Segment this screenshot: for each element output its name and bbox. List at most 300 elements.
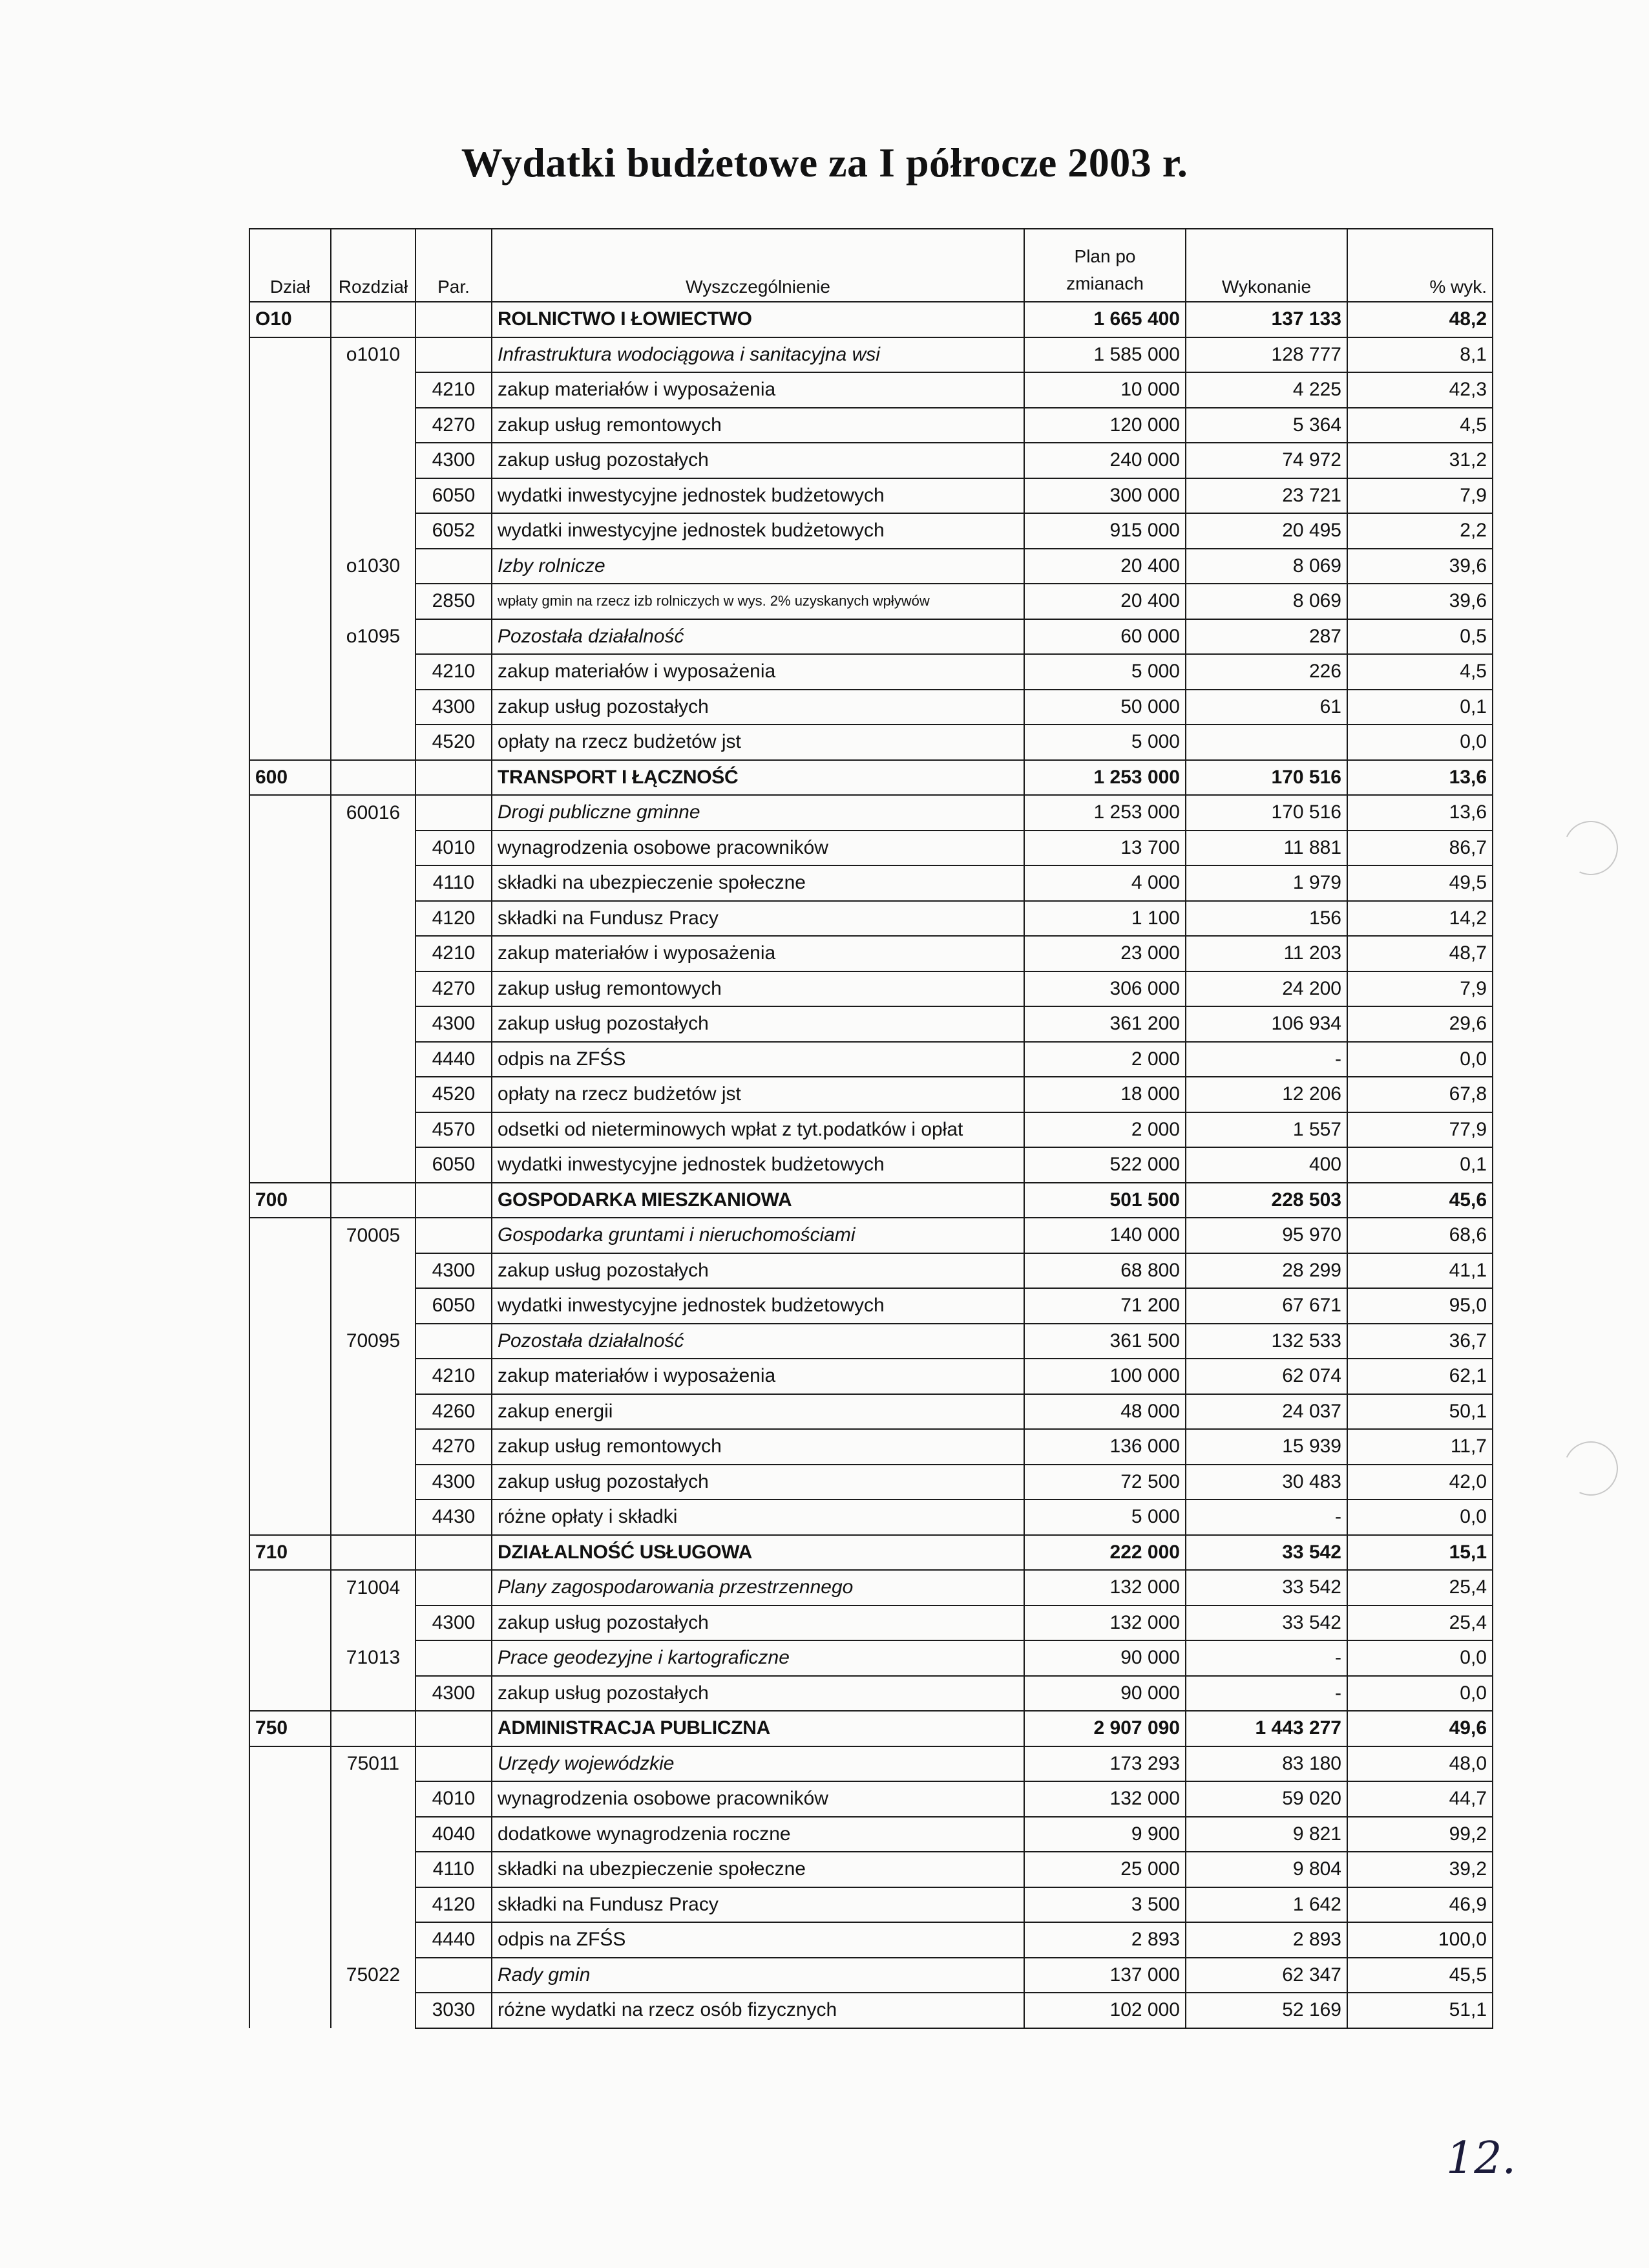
cell-plan: 306 000 bbox=[1024, 971, 1186, 1007]
cell-wykonanie: - bbox=[1186, 1500, 1347, 1535]
cell-description: Gospodarka gruntami i nieruchomościami bbox=[492, 1218, 1024, 1253]
cell-par bbox=[415, 549, 492, 584]
cell-dzial bbox=[249, 1394, 331, 1430]
table-row bbox=[249, 1359, 1493, 1394]
cell-plan: 68 800 bbox=[1024, 1253, 1186, 1289]
cell-par: 4010 bbox=[415, 831, 492, 866]
cell-plan: 120 000 bbox=[1024, 408, 1186, 443]
cell-percent: 0,0 bbox=[1347, 1676, 1493, 1712]
cell-description: wydatki inwestycyjne jednostek budżetowych bbox=[492, 478, 1024, 514]
cell-plan: 1 665 400 bbox=[1024, 302, 1186, 337]
cell-wykonanie: 24 200 bbox=[1186, 971, 1347, 1007]
cell-description: wynagrodzenia osobowe pracowników bbox=[492, 831, 1024, 866]
cell-wykonanie: - bbox=[1186, 1640, 1347, 1676]
cell-par bbox=[415, 619, 492, 655]
cell-par bbox=[415, 1746, 492, 1782]
table-row bbox=[249, 690, 1493, 725]
cell-dzial bbox=[249, 549, 331, 584]
cell-description: różne opłaty i składki bbox=[492, 1500, 1024, 1535]
cell-rozdzial: 75022 bbox=[331, 1958, 415, 1993]
cell-wykonanie: 59 020 bbox=[1186, 1781, 1347, 1817]
cell-par bbox=[415, 1183, 492, 1218]
cell-description: Izby rolnicze bbox=[492, 549, 1024, 584]
cell-percent: 39,6 bbox=[1347, 549, 1493, 584]
header-plan-line2: zmianach bbox=[1066, 273, 1144, 293]
cell-wykonanie: - bbox=[1186, 1042, 1347, 1077]
page-title: Wydatki budżetowe za I półrocze 2003 r. bbox=[461, 140, 1188, 185]
cell-wykonanie: 2 893 bbox=[1186, 1922, 1347, 1958]
cell-dzial bbox=[249, 971, 331, 1007]
cell-wykonanie: 33 542 bbox=[1186, 1606, 1347, 1641]
cell-wykonanie: 8 069 bbox=[1186, 549, 1347, 584]
cell-dzial bbox=[249, 1324, 331, 1359]
cell-plan: 90 000 bbox=[1024, 1676, 1186, 1712]
cell-dzial bbox=[249, 1887, 331, 1923]
cell-rozdzial: 75011 bbox=[331, 1746, 415, 1782]
cell-par bbox=[415, 795, 492, 831]
cell-plan: 72 500 bbox=[1024, 1465, 1186, 1500]
cell-wykonanie: 74 972 bbox=[1186, 443, 1347, 478]
cell-description: zakup usług remontowych bbox=[492, 1429, 1024, 1465]
cell-par: 4210 bbox=[415, 936, 492, 971]
table-row bbox=[249, 513, 1493, 549]
table-row bbox=[249, 1465, 1493, 1500]
cell-rozdzial bbox=[331, 1535, 415, 1571]
cell-par bbox=[415, 1535, 492, 1571]
cell-rozdzial: 71013 bbox=[331, 1640, 415, 1676]
cell-wykonanie: 106 934 bbox=[1186, 1006, 1347, 1042]
cell-rozdzial: o1010 bbox=[331, 337, 415, 373]
cell-rozdzial bbox=[331, 1006, 415, 1042]
cell-wykonanie: 1 979 bbox=[1186, 865, 1347, 901]
table-row bbox=[249, 1993, 1493, 2028]
cell-description: zakup usług pozostałych bbox=[492, 443, 1024, 478]
cell-rozdzial bbox=[331, 654, 415, 690]
cell-description: Rady gmin bbox=[492, 1958, 1024, 1993]
table-row bbox=[249, 936, 1493, 971]
cell-rozdzial bbox=[331, 1887, 415, 1923]
cell-wykonanie: 28 299 bbox=[1186, 1253, 1347, 1289]
cell-plan: 5 000 bbox=[1024, 654, 1186, 690]
cell-par: 6050 bbox=[415, 1147, 492, 1183]
cell-description: zakup usług pozostałych bbox=[492, 1253, 1024, 1289]
cell-wykonanie: 4 225 bbox=[1186, 372, 1347, 408]
cell-dzial: 750 bbox=[249, 1711, 331, 1746]
cell-par: 4120 bbox=[415, 901, 492, 937]
cell-plan: 137 000 bbox=[1024, 1958, 1186, 1993]
table-row bbox=[249, 1781, 1493, 1817]
header-plan bbox=[1024, 229, 1186, 302]
cell-plan: 25 000 bbox=[1024, 1852, 1186, 1887]
cell-plan: 18 000 bbox=[1024, 1077, 1186, 1112]
cell-percent: 48,7 bbox=[1347, 936, 1493, 971]
cell-dzial bbox=[249, 1077, 331, 1112]
cell-rozdzial bbox=[331, 1253, 415, 1289]
table-header-row bbox=[249, 229, 1493, 302]
cell-par: 3030 bbox=[415, 1993, 492, 2028]
cell-wykonanie: 52 169 bbox=[1186, 1993, 1347, 2028]
cell-par: 6052 bbox=[415, 513, 492, 549]
cell-percent: 45,5 bbox=[1347, 1958, 1493, 1993]
cell-description: zakup usług pozostałych bbox=[492, 1606, 1024, 1641]
cell-description: różne wydatki na rzecz osób fizycznych bbox=[492, 1993, 1024, 2028]
cell-dzial bbox=[249, 1958, 331, 1993]
cell-percent: 31,2 bbox=[1347, 443, 1493, 478]
table-row bbox=[249, 1922, 1493, 1958]
cell-par: 4300 bbox=[415, 1253, 492, 1289]
cell-percent: 0,0 bbox=[1347, 1640, 1493, 1676]
cell-percent: 25,4 bbox=[1347, 1606, 1493, 1641]
table-row bbox=[249, 1500, 1493, 1535]
cell-rozdzial bbox=[331, 1394, 415, 1430]
cell-wykonanie: 62 347 bbox=[1186, 1958, 1347, 1993]
table-row bbox=[249, 1324, 1493, 1359]
table-row bbox=[249, 1676, 1493, 1712]
cell-dzial bbox=[249, 443, 331, 478]
cell-percent: 95,0 bbox=[1347, 1288, 1493, 1324]
cell-wykonanie: 12 206 bbox=[1186, 1077, 1347, 1112]
cell-par: 2850 bbox=[415, 584, 492, 619]
cell-percent: 39,6 bbox=[1347, 584, 1493, 619]
table-row bbox=[249, 1112, 1493, 1148]
table-row bbox=[249, 1042, 1493, 1077]
cell-description: opłaty na rzecz budżetów jst bbox=[492, 725, 1024, 760]
cell-percent: 77,9 bbox=[1347, 1112, 1493, 1148]
cell-rozdzial bbox=[331, 936, 415, 971]
cell-dzial bbox=[249, 1746, 331, 1782]
table-row bbox=[249, 1606, 1493, 1641]
cell-description: składki na ubezpieczenie społeczne bbox=[492, 865, 1024, 901]
cell-plan: 1 253 000 bbox=[1024, 760, 1186, 796]
cell-percent: 15,1 bbox=[1347, 1535, 1493, 1571]
cell-dzial bbox=[249, 1852, 331, 1887]
cell-percent: 50,1 bbox=[1347, 1394, 1493, 1430]
cell-description: zakup usług remontowych bbox=[492, 408, 1024, 443]
cell-plan: 20 400 bbox=[1024, 549, 1186, 584]
cell-wykonanie: 95 970 bbox=[1186, 1218, 1347, 1253]
cell-dzial bbox=[249, 1218, 331, 1253]
cell-par bbox=[415, 1640, 492, 1676]
table-row bbox=[249, 1394, 1493, 1430]
cell-description: Drogi publiczne gminne bbox=[492, 795, 1024, 831]
cell-plan: 136 000 bbox=[1024, 1429, 1186, 1465]
table-row bbox=[249, 1958, 1493, 1993]
cell-percent: 0,0 bbox=[1347, 1500, 1493, 1535]
punch-hole-mark bbox=[1556, 1434, 1626, 1503]
cell-rozdzial bbox=[331, 865, 415, 901]
cell-wykonanie: 62 074 bbox=[1186, 1359, 1347, 1394]
table-row bbox=[249, 408, 1493, 443]
cell-dzial bbox=[249, 1817, 331, 1852]
cell-par: 4300 bbox=[415, 443, 492, 478]
cell-rozdzial bbox=[331, 1852, 415, 1887]
cell-rozdzial bbox=[331, 1781, 415, 1817]
cell-percent: 25,4 bbox=[1347, 1570, 1493, 1606]
table-row bbox=[249, 372, 1493, 408]
table-row bbox=[249, 1570, 1493, 1606]
table-row bbox=[249, 1183, 1493, 1218]
cell-dzial bbox=[249, 337, 331, 373]
cell-percent: 13,6 bbox=[1347, 795, 1493, 831]
cell-par: 4300 bbox=[415, 1676, 492, 1712]
cell-percent: 7,9 bbox=[1347, 971, 1493, 1007]
cell-wykonanie: 61 bbox=[1186, 690, 1347, 725]
cell-plan: 132 000 bbox=[1024, 1781, 1186, 1817]
cell-rozdzial bbox=[331, 584, 415, 619]
cell-par: 4270 bbox=[415, 1429, 492, 1465]
cell-wykonanie: 170 516 bbox=[1186, 760, 1347, 796]
cell-dzial bbox=[249, 1006, 331, 1042]
cell-dzial bbox=[249, 408, 331, 443]
cell-wykonanie: 1 557 bbox=[1186, 1112, 1347, 1148]
cell-rozdzial bbox=[331, 690, 415, 725]
cell-plan: 222 000 bbox=[1024, 1535, 1186, 1571]
cell-wykonanie: 1 443 277 bbox=[1186, 1711, 1347, 1746]
cell-rozdzial bbox=[331, 1711, 415, 1746]
cell-description: składki na Fundusz Pracy bbox=[492, 1887, 1024, 1923]
cell-dzial bbox=[249, 1359, 331, 1394]
table-body bbox=[249, 302, 1493, 2028]
cell-percent: 36,7 bbox=[1347, 1324, 1493, 1359]
cell-description: ADMINISTRACJA PUBLICZNA bbox=[492, 1711, 1024, 1746]
cell-par: 4110 bbox=[415, 865, 492, 901]
table-row bbox=[249, 1535, 1493, 1571]
cell-dzial bbox=[249, 1042, 331, 1077]
cell-dzial bbox=[249, 1993, 331, 2028]
table-row bbox=[249, 1253, 1493, 1289]
cell-wykonanie: 170 516 bbox=[1186, 795, 1347, 831]
cell-description: Plany zagospodarowania przestrzennego bbox=[492, 1570, 1024, 1606]
cell-percent: 99,2 bbox=[1347, 1817, 1493, 1852]
cell-description: zakup materiałów i wyposażenia bbox=[492, 1359, 1024, 1394]
cell-rozdzial bbox=[331, 513, 415, 549]
cell-plan: 1 253 000 bbox=[1024, 795, 1186, 831]
cell-par: 4010 bbox=[415, 1781, 492, 1817]
cell-rozdzial bbox=[331, 1606, 415, 1641]
cell-plan: 2 893 bbox=[1024, 1922, 1186, 1958]
cell-plan: 4 000 bbox=[1024, 865, 1186, 901]
cell-par: 4210 bbox=[415, 372, 492, 408]
cell-description: ROLNICTWO I ŁOWIECTWO bbox=[492, 302, 1024, 337]
cell-dzial: 600 bbox=[249, 760, 331, 796]
cell-par: 4210 bbox=[415, 654, 492, 690]
cell-par bbox=[415, 1711, 492, 1746]
cell-dzial bbox=[249, 1465, 331, 1500]
cell-plan: 2 907 090 bbox=[1024, 1711, 1186, 1746]
cell-percent: 4,5 bbox=[1347, 408, 1493, 443]
cell-par: 4260 bbox=[415, 1394, 492, 1430]
cell-rozdzial: 70095 bbox=[331, 1324, 415, 1359]
header-par: Par. bbox=[415, 229, 492, 302]
cell-plan: 2 000 bbox=[1024, 1042, 1186, 1077]
cell-percent: 0,1 bbox=[1347, 1147, 1493, 1183]
table-row bbox=[249, 725, 1493, 760]
cell-dzial bbox=[249, 1112, 331, 1148]
cell-par: 4300 bbox=[415, 1465, 492, 1500]
cell-par: 4440 bbox=[415, 1922, 492, 1958]
table-row bbox=[249, 1640, 1493, 1676]
header-dzial: Dział bbox=[249, 229, 331, 302]
cell-wykonanie: 226 bbox=[1186, 654, 1347, 690]
table-row bbox=[249, 302, 1493, 337]
cell-percent: 42,3 bbox=[1347, 372, 1493, 408]
cell-wykonanie: 5 364 bbox=[1186, 408, 1347, 443]
cell-dzial bbox=[249, 1288, 331, 1324]
cell-description: wynagrodzenia osobowe pracowników bbox=[492, 1781, 1024, 1817]
punch-hole-mark bbox=[1556, 813, 1626, 883]
cell-dzial bbox=[249, 654, 331, 690]
cell-par: 6050 bbox=[415, 1288, 492, 1324]
cell-wykonanie: 33 542 bbox=[1186, 1570, 1347, 1606]
cell-dzial bbox=[249, 513, 331, 549]
cell-dzial bbox=[249, 1500, 331, 1535]
table-row bbox=[249, 1288, 1493, 1324]
cell-wykonanie: 83 180 bbox=[1186, 1746, 1347, 1782]
cell-wykonanie: 132 533 bbox=[1186, 1324, 1347, 1359]
cell-dzial bbox=[249, 372, 331, 408]
cell-rozdzial bbox=[331, 1288, 415, 1324]
cell-percent: 45,6 bbox=[1347, 1183, 1493, 1218]
table-row bbox=[249, 1711, 1493, 1746]
cell-wykonanie: - bbox=[1186, 1676, 1347, 1712]
cell-plan: 100 000 bbox=[1024, 1359, 1186, 1394]
table-row bbox=[249, 865, 1493, 901]
cell-rozdzial bbox=[331, 1147, 415, 1183]
cell-dzial bbox=[249, 1570, 331, 1606]
cell-plan: 10 000 bbox=[1024, 372, 1186, 408]
cell-description: GOSPODARKA MIESZKANIOWA bbox=[492, 1183, 1024, 1218]
cell-dzial bbox=[249, 1253, 331, 1289]
cell-par bbox=[415, 1324, 492, 1359]
cell-par: 4300 bbox=[415, 1606, 492, 1641]
cell-rozdzial bbox=[331, 1429, 415, 1465]
cell-par: 4300 bbox=[415, 1006, 492, 1042]
cell-percent: 68,6 bbox=[1347, 1218, 1493, 1253]
cell-wykonanie: 11 881 bbox=[1186, 831, 1347, 866]
cell-dzial bbox=[249, 1922, 331, 1958]
cell-percent: 42,0 bbox=[1347, 1465, 1493, 1500]
table-row bbox=[249, 1887, 1493, 1923]
cell-dzial bbox=[249, 1147, 331, 1183]
cell-rozdzial bbox=[331, 1112, 415, 1148]
table-row bbox=[249, 901, 1493, 937]
cell-par: 4300 bbox=[415, 690, 492, 725]
cell-par: 4110 bbox=[415, 1852, 492, 1887]
cell-percent: 49,6 bbox=[1347, 1711, 1493, 1746]
cell-description: składki na ubezpieczenie społeczne bbox=[492, 1852, 1024, 1887]
cell-description: Pozostała działalność bbox=[492, 1324, 1024, 1359]
cell-percent: 7,9 bbox=[1347, 478, 1493, 514]
cell-plan: 522 000 bbox=[1024, 1147, 1186, 1183]
cell-wykonanie: 24 037 bbox=[1186, 1394, 1347, 1430]
cell-percent: 4,5 bbox=[1347, 654, 1493, 690]
cell-wykonanie: 30 483 bbox=[1186, 1465, 1347, 1500]
cell-plan: 1 100 bbox=[1024, 901, 1186, 937]
cell-dzial bbox=[249, 584, 331, 619]
cell-rozdzial bbox=[331, 372, 415, 408]
header-rozdzial: Rozdział bbox=[331, 229, 415, 302]
cell-dzial bbox=[249, 831, 331, 866]
table-row bbox=[249, 1077, 1493, 1112]
cell-rozdzial bbox=[331, 1993, 415, 2028]
cell-wykonanie: 11 203 bbox=[1186, 936, 1347, 971]
cell-par bbox=[415, 1958, 492, 1993]
cell-percent: 51,1 bbox=[1347, 1993, 1493, 2028]
cell-rozdzial: 71004 bbox=[331, 1570, 415, 1606]
cell-percent: 67,8 bbox=[1347, 1077, 1493, 1112]
cell-percent: 0,1 bbox=[1347, 690, 1493, 725]
cell-rozdzial bbox=[331, 1183, 415, 1218]
cell-wykonanie: 9 821 bbox=[1186, 1817, 1347, 1852]
cell-description: zakup materiałów i wyposażenia bbox=[492, 372, 1024, 408]
cell-description: dodatkowe wynagrodzenia roczne bbox=[492, 1817, 1024, 1852]
cell-percent: 46,9 bbox=[1347, 1887, 1493, 1923]
cell-rozdzial: o1030 bbox=[331, 549, 415, 584]
cell-percent: 100,0 bbox=[1347, 1922, 1493, 1958]
cell-plan: 140 000 bbox=[1024, 1218, 1186, 1253]
cell-plan: 23 000 bbox=[1024, 936, 1186, 971]
cell-rozdzial bbox=[331, 443, 415, 478]
cell-plan: 102 000 bbox=[1024, 1993, 1186, 2028]
cell-dzial: 710 bbox=[249, 1535, 331, 1571]
cell-par: 4440 bbox=[415, 1042, 492, 1077]
cell-rozdzial: o1095 bbox=[331, 619, 415, 655]
cell-dzial bbox=[249, 936, 331, 971]
header-description: Wyszczególnienie bbox=[492, 229, 1024, 302]
cell-description: odpis na ZFŚS bbox=[492, 1922, 1024, 1958]
table-row bbox=[249, 1746, 1493, 1782]
table-row bbox=[249, 1147, 1493, 1183]
cell-description: opłaty na rzecz budżetów jst bbox=[492, 1077, 1024, 1112]
cell-rozdzial bbox=[331, 760, 415, 796]
cell-dzial bbox=[249, 1606, 331, 1641]
cell-wykonanie: 228 503 bbox=[1186, 1183, 1347, 1218]
cell-par: 4270 bbox=[415, 971, 492, 1007]
cell-description: zakup usług pozostałych bbox=[492, 690, 1024, 725]
cell-par: 4210 bbox=[415, 1359, 492, 1394]
cell-rozdzial bbox=[331, 831, 415, 866]
cell-plan: 361 200 bbox=[1024, 1006, 1186, 1042]
cell-plan: 3 500 bbox=[1024, 1887, 1186, 1923]
table-row bbox=[249, 337, 1493, 373]
cell-percent: 48,0 bbox=[1347, 1746, 1493, 1782]
cell-plan: 915 000 bbox=[1024, 513, 1186, 549]
cell-percent: 62,1 bbox=[1347, 1359, 1493, 1394]
table-row bbox=[249, 971, 1493, 1007]
cell-par bbox=[415, 1218, 492, 1253]
cell-dzial bbox=[249, 795, 331, 831]
cell-percent: 48,2 bbox=[1347, 302, 1493, 337]
table-row bbox=[249, 654, 1493, 690]
cell-description: składki na Fundusz Pracy bbox=[492, 901, 1024, 937]
cell-percent: 0,0 bbox=[1347, 1042, 1493, 1077]
cell-plan: 501 500 bbox=[1024, 1183, 1186, 1218]
cell-plan: 361 500 bbox=[1024, 1324, 1186, 1359]
cell-description: Prace geodezyjne i kartograficzne bbox=[492, 1640, 1024, 1676]
cell-rozdzial bbox=[331, 408, 415, 443]
cell-wykonanie: 400 bbox=[1186, 1147, 1347, 1183]
cell-percent: 0,5 bbox=[1347, 619, 1493, 655]
cell-percent: 44,7 bbox=[1347, 1781, 1493, 1817]
cell-dzial bbox=[249, 690, 331, 725]
cell-percent: 14,2 bbox=[1347, 901, 1493, 937]
cell-plan: 2 000 bbox=[1024, 1112, 1186, 1148]
table-row bbox=[249, 443, 1493, 478]
header-plan-line1: Plan po bbox=[1074, 246, 1136, 266]
table-row bbox=[249, 795, 1493, 831]
cell-percent: 0,0 bbox=[1347, 725, 1493, 760]
cell-par: 4520 bbox=[415, 1077, 492, 1112]
